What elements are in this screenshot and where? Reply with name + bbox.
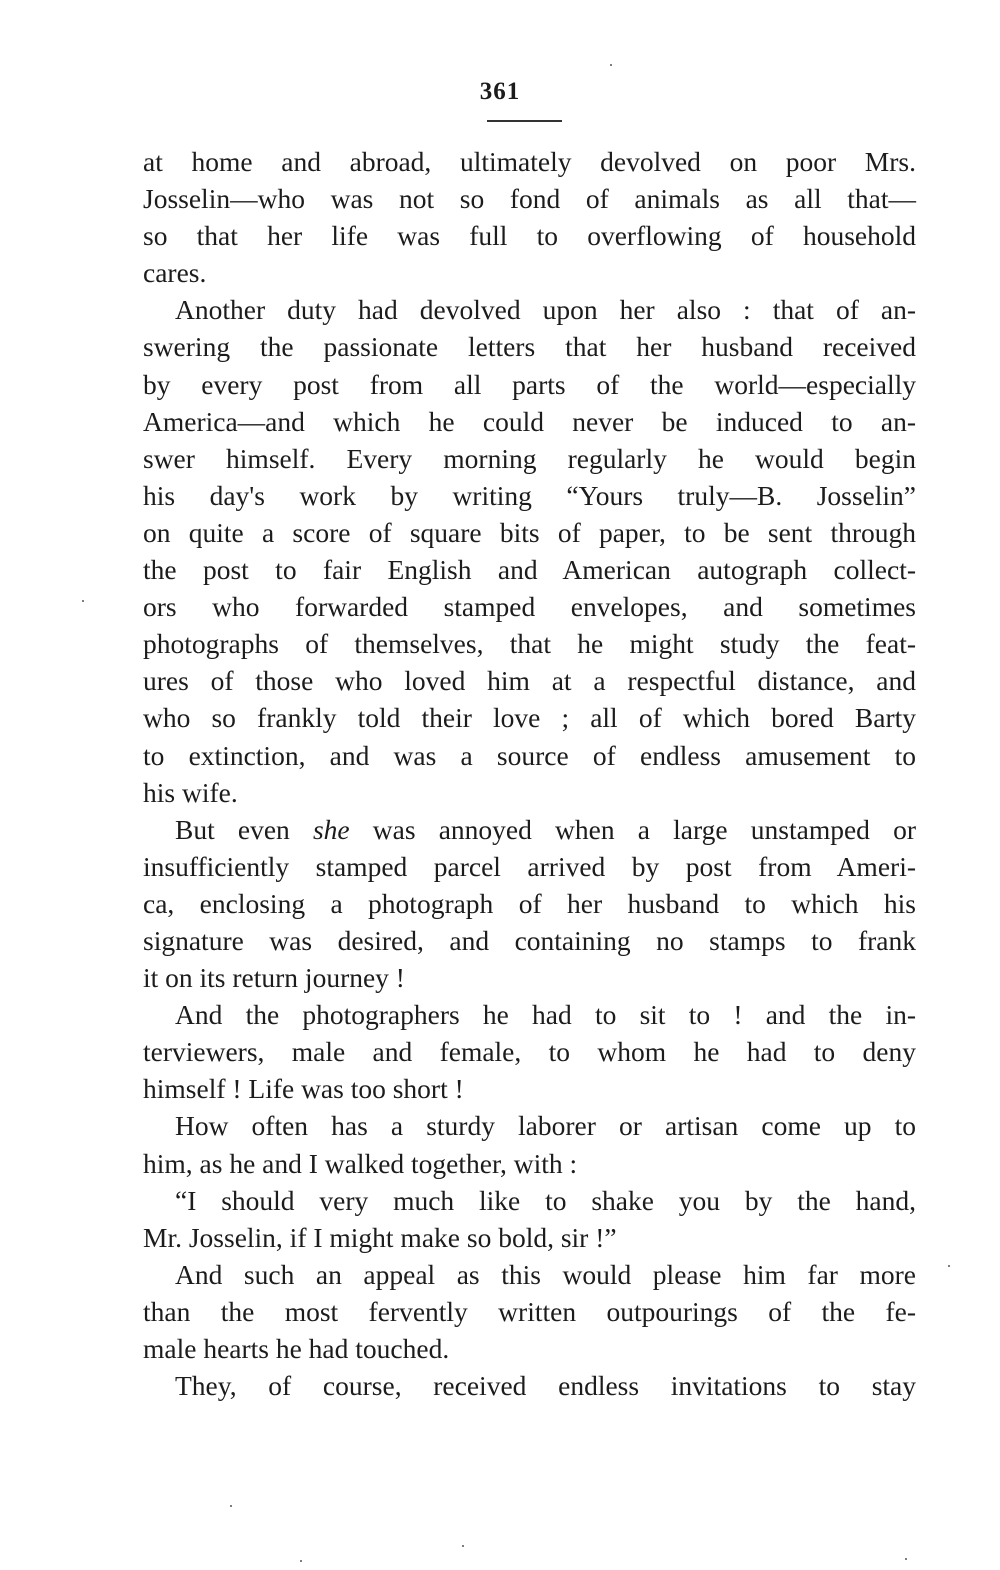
scan-speck bbox=[462, 1545, 464, 1547]
text-line bbox=[143, 811, 916, 848]
text-line: ors who forwarded stamped envelopes, and sometimes bbox=[143, 591, 916, 623]
paragraph bbox=[143, 1182, 916, 1256]
text-line: than the most fervently written outpourings of the fe- bbox=[143, 1295, 916, 1327]
text-line: swer himself. Every morning regularly he would begin bbox=[143, 442, 916, 474]
text-line: him, as he and I walked together, with : bbox=[143, 1147, 578, 1179]
text-line: And the photographers he had to sit to ! and the in- bbox=[175, 999, 916, 1031]
text-line: insufficiently stamped parcel arrived by post from Ameri- bbox=[143, 850, 916, 882]
paragraph bbox=[143, 996, 916, 1107]
paragraph bbox=[143, 143, 916, 291]
italic-emphasis-line: But even she was annoyed when a large unstamped or bbox=[175, 813, 916, 845]
scan-speck bbox=[230, 1505, 232, 1507]
text-line: the post to fair English and American autograph collect- bbox=[143, 554, 916, 586]
text-line: swering the passionate letters that her husband received bbox=[143, 331, 916, 363]
text-line: Josselin—who was not so fond of animals as all that— bbox=[143, 183, 916, 215]
text-line: “I should very much like to shake you by the hand, bbox=[175, 1184, 916, 1216]
text-line: who so frankly told their love ; all of which bored Barty bbox=[143, 702, 916, 734]
text-line: And such an appeal as this would please him far more bbox=[175, 1258, 916, 1290]
paragraph bbox=[143, 1256, 916, 1367]
scan-speck bbox=[82, 600, 84, 602]
text-line: ures of those who loved him at a respectful distance, and bbox=[143, 665, 916, 697]
paragraph bbox=[143, 1107, 916, 1181]
paragraph bbox=[143, 291, 916, 810]
text-line: his day's work by writing “Yours truly—B. Josselin” bbox=[143, 479, 916, 511]
paragraph bbox=[143, 1367, 916, 1404]
page-number: 361 bbox=[479, 78, 521, 105]
text-line: Another duty had devolved upon her also : that of an- bbox=[175, 294, 916, 326]
text-line: himself ! Life was too short ! bbox=[143, 1073, 464, 1105]
text-line: at home and abroad, ultimately devolved on poor Mrs. bbox=[143, 146, 916, 177]
emphasis-word: she bbox=[312, 813, 350, 845]
text-line: by every post from all parts of the world—especially bbox=[143, 368, 916, 400]
body-text bbox=[143, 143, 916, 1404]
text-line: male hearts he had touched. bbox=[143, 1333, 450, 1364]
text-line: Mr. Josselin, if I might make so bold, sir !” bbox=[143, 1221, 617, 1253]
text-line: America—and which he could never be induced to an- bbox=[143, 405, 916, 437]
text-line: signature was desired, and containing no stamps to frank bbox=[143, 924, 916, 956]
text-line: They, of course, received endless invitations to stay bbox=[175, 1370, 916, 1402]
text-line: his wife. bbox=[143, 776, 238, 808]
text-line: it on its return journey ! bbox=[143, 962, 405, 994]
text-line: cares. bbox=[143, 257, 207, 289]
text-line: photographs of themselves, that he might study the feat- bbox=[143, 628, 916, 660]
scan-speck bbox=[300, 1560, 302, 1562]
text-line: How often has a sturdy laborer or artisan come up to bbox=[175, 1110, 916, 1142]
page-number-rule bbox=[487, 120, 562, 122]
text-line: to extinction, and was a source of endless amusement to bbox=[143, 739, 916, 771]
text-line: on quite a score of square bits of paper, to be sent through bbox=[143, 516, 916, 548]
paragraph bbox=[143, 811, 916, 996]
scan-speck bbox=[948, 1265, 950, 1267]
text-line: ca, enclosing a photograph of her husband to which his bbox=[143, 887, 916, 919]
scan-speck bbox=[905, 1558, 907, 1560]
scan-speck bbox=[610, 64, 612, 66]
text-line: so that her life was full to overflowing of household bbox=[143, 220, 916, 252]
text-line: terviewers, male and female, to whom he had to deny bbox=[143, 1036, 916, 1068]
